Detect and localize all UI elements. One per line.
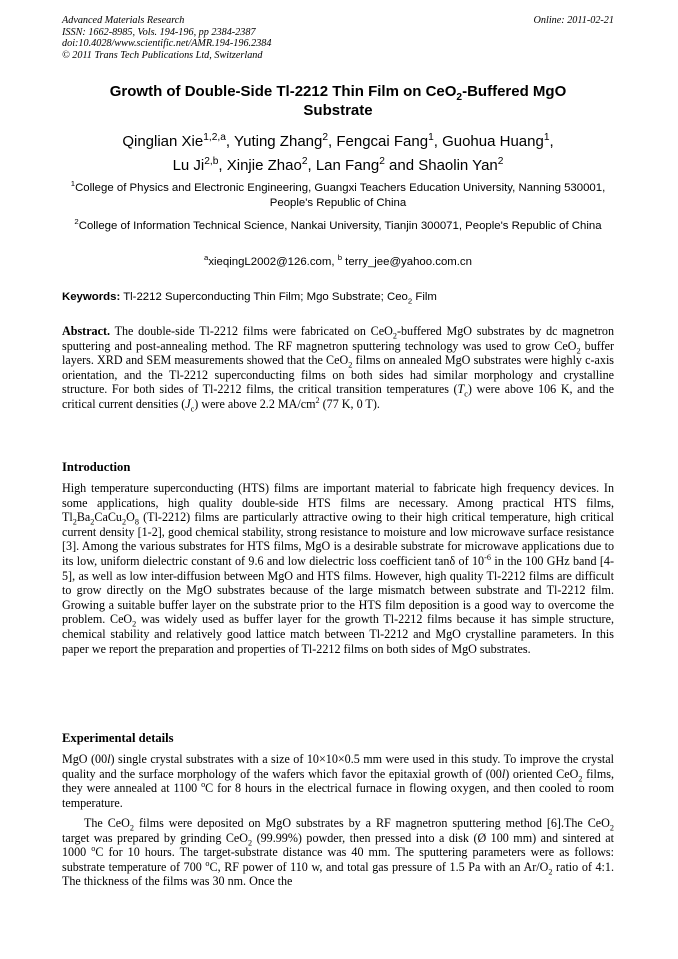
affiliation-1: $^1$College of Physics and Electronic Engineering, Guangxi Teachers Education University, Nanning 530001, People's Republic of China [70,179,606,209]
section-heading-experimental: Experimental details [62,731,174,745]
online-date: Online: 2011-02-21 [533,15,614,26]
journal-issn: ISSN: 1662-8985, Vols. 194-196, pp 2384-2387 [62,26,256,38]
affiliation-2: $^2$College of Information Technical Science, Nankai University, Tianjin 300071, People's Republic of China [74,217,602,232]
journal-copyright: © 2011 Trans Tech Publications Ltd, Switzerland [62,49,263,61]
abstract-label: Abstract. [62,324,111,338]
experimental-paragraph-1: MgO (00l) single crystal substrates with a size of 10×10×0.5 mm were used in this study. To improve the crystal quality and the surface morphology of the wafers which favor the epitaxial growth of (00l) oriented CeO$_2$ films, they were annealed at 1100 $^o$C for 8 hours in the electrical furnace in flowing oxygen, and then cooled to room temperature. [62,752,614,810]
journal-header [62,15,614,61]
journal-doi: doi:10.4028/www.scientific.net/AMR.194-196.2384 [62,38,272,50]
abstract: Abstract. The double-side Tl-2212 films were fabricated on CeO$_2$-buffered MgO substrates by dc magnetron sputtering and post-annealing method. The RF magnetron sputtering technology was used to grow CeO$_2$ buffer layers. XRD and SEM measurements showed that the CeO$_2$ films on annealed MgO substrates were highly c-axis orientation, and the Tl-2212 superconducting films on both sides had similar morphology and crystalline structure. For both sides of Tl-2212 films, the critical transition temperatures $(T_c)$ were above 106 K, and the critical current densities $(J_c)$ were above 2.2 $MA/cm^2$ (77 K, 0 T). [62,324,615,414]
author-list: Qinglian Xie$^{1,2,a}$, Yuting Zhang$^2$, Fengcai Fang$^1$, Guohua Huang$^1$, Lu Ji$^{2,b}$, Xinjie Zhao$^2$, Lan Fang$^2$ and Shaolin Yan$^2$ [122,132,554,174]
experimental-paragraph-2: The CeO$_2$ films were deposited on MgO substrates by a RF magnetron sputtering method [6].The CeO$_2$ target was prepared by grinding CeO$_2$ (99.99%) powder, then pressed into a disk (Ø 100 mm) and sintered at 1000 $^o$C for 10 hours. The target-substrate distance was 40 mm. The sputtering parameters were as follows: substrate temperature of 700 $^o$C, RF power of 110 w, and total gas pressure of 1.5 Pa with an $Ar/O_2$ ratio of 4:1. The thickness of the films was 30 nm. Once the [62,816,615,889]
section-heading-introduction: Introduction [62,460,131,474]
journal-name: Advanced Materials Research [62,15,185,26]
paper-title: Growth of Double-Side Tl-2212 Thin Film on CeO$_2$-Buffered MgO Substrate [109,83,567,119]
introduction-paragraph: High temperature superconducting (HTS) films are important material to fabricate high frequency devices. In some applications, high quality double-side HTS films are necessary. Among practical HTS films, $Tl_2Ba_2CaCu_2O_8$ (Tl-2212) films are particularly attractive owing to their high critical temperature, high critical current density [1-2], good chemical stability, strong resistance to moisture and low microwave surface resistance [3]. Among the various substrates for HTS films, MgO is a desirable substrate for microwave applications due to its low, uniform dielectric constant of 9.6 and low dielectric loss coefficient tanδ of $10^{-6}$ in the 100 GHz band [4-5], as well as low inter-diffusion between MgO and HTS films. However, high quality Tl-2212 films are difficult to grow directly on the MgO substrates because of the large mismatch between substrate and Tl-2212 film. Growing a suitable buffer layer on the substrate prior to the HTS film deposition is a good way to overcome the problem. CeO$_2$ was widely used as buffer layer for the growth Tl-2212 films because it has simple structure, chemical stability and relatively good lattice match between Tl-2212 and MgO crystalline parameters. In this paper we report the preparation and properties of Tl-2212 films on both sides of MgO substrates. [62,481,614,656]
keywords: Keywords: Tl-2212 Superconducting Thin Film; Mgo Substrate; Ceo$_2$ Film [62,291,437,306]
author-emails: $^a$xieqingL2002@126.com, $^b$ terry_jee@yahoo.com.cn [204,253,472,268]
